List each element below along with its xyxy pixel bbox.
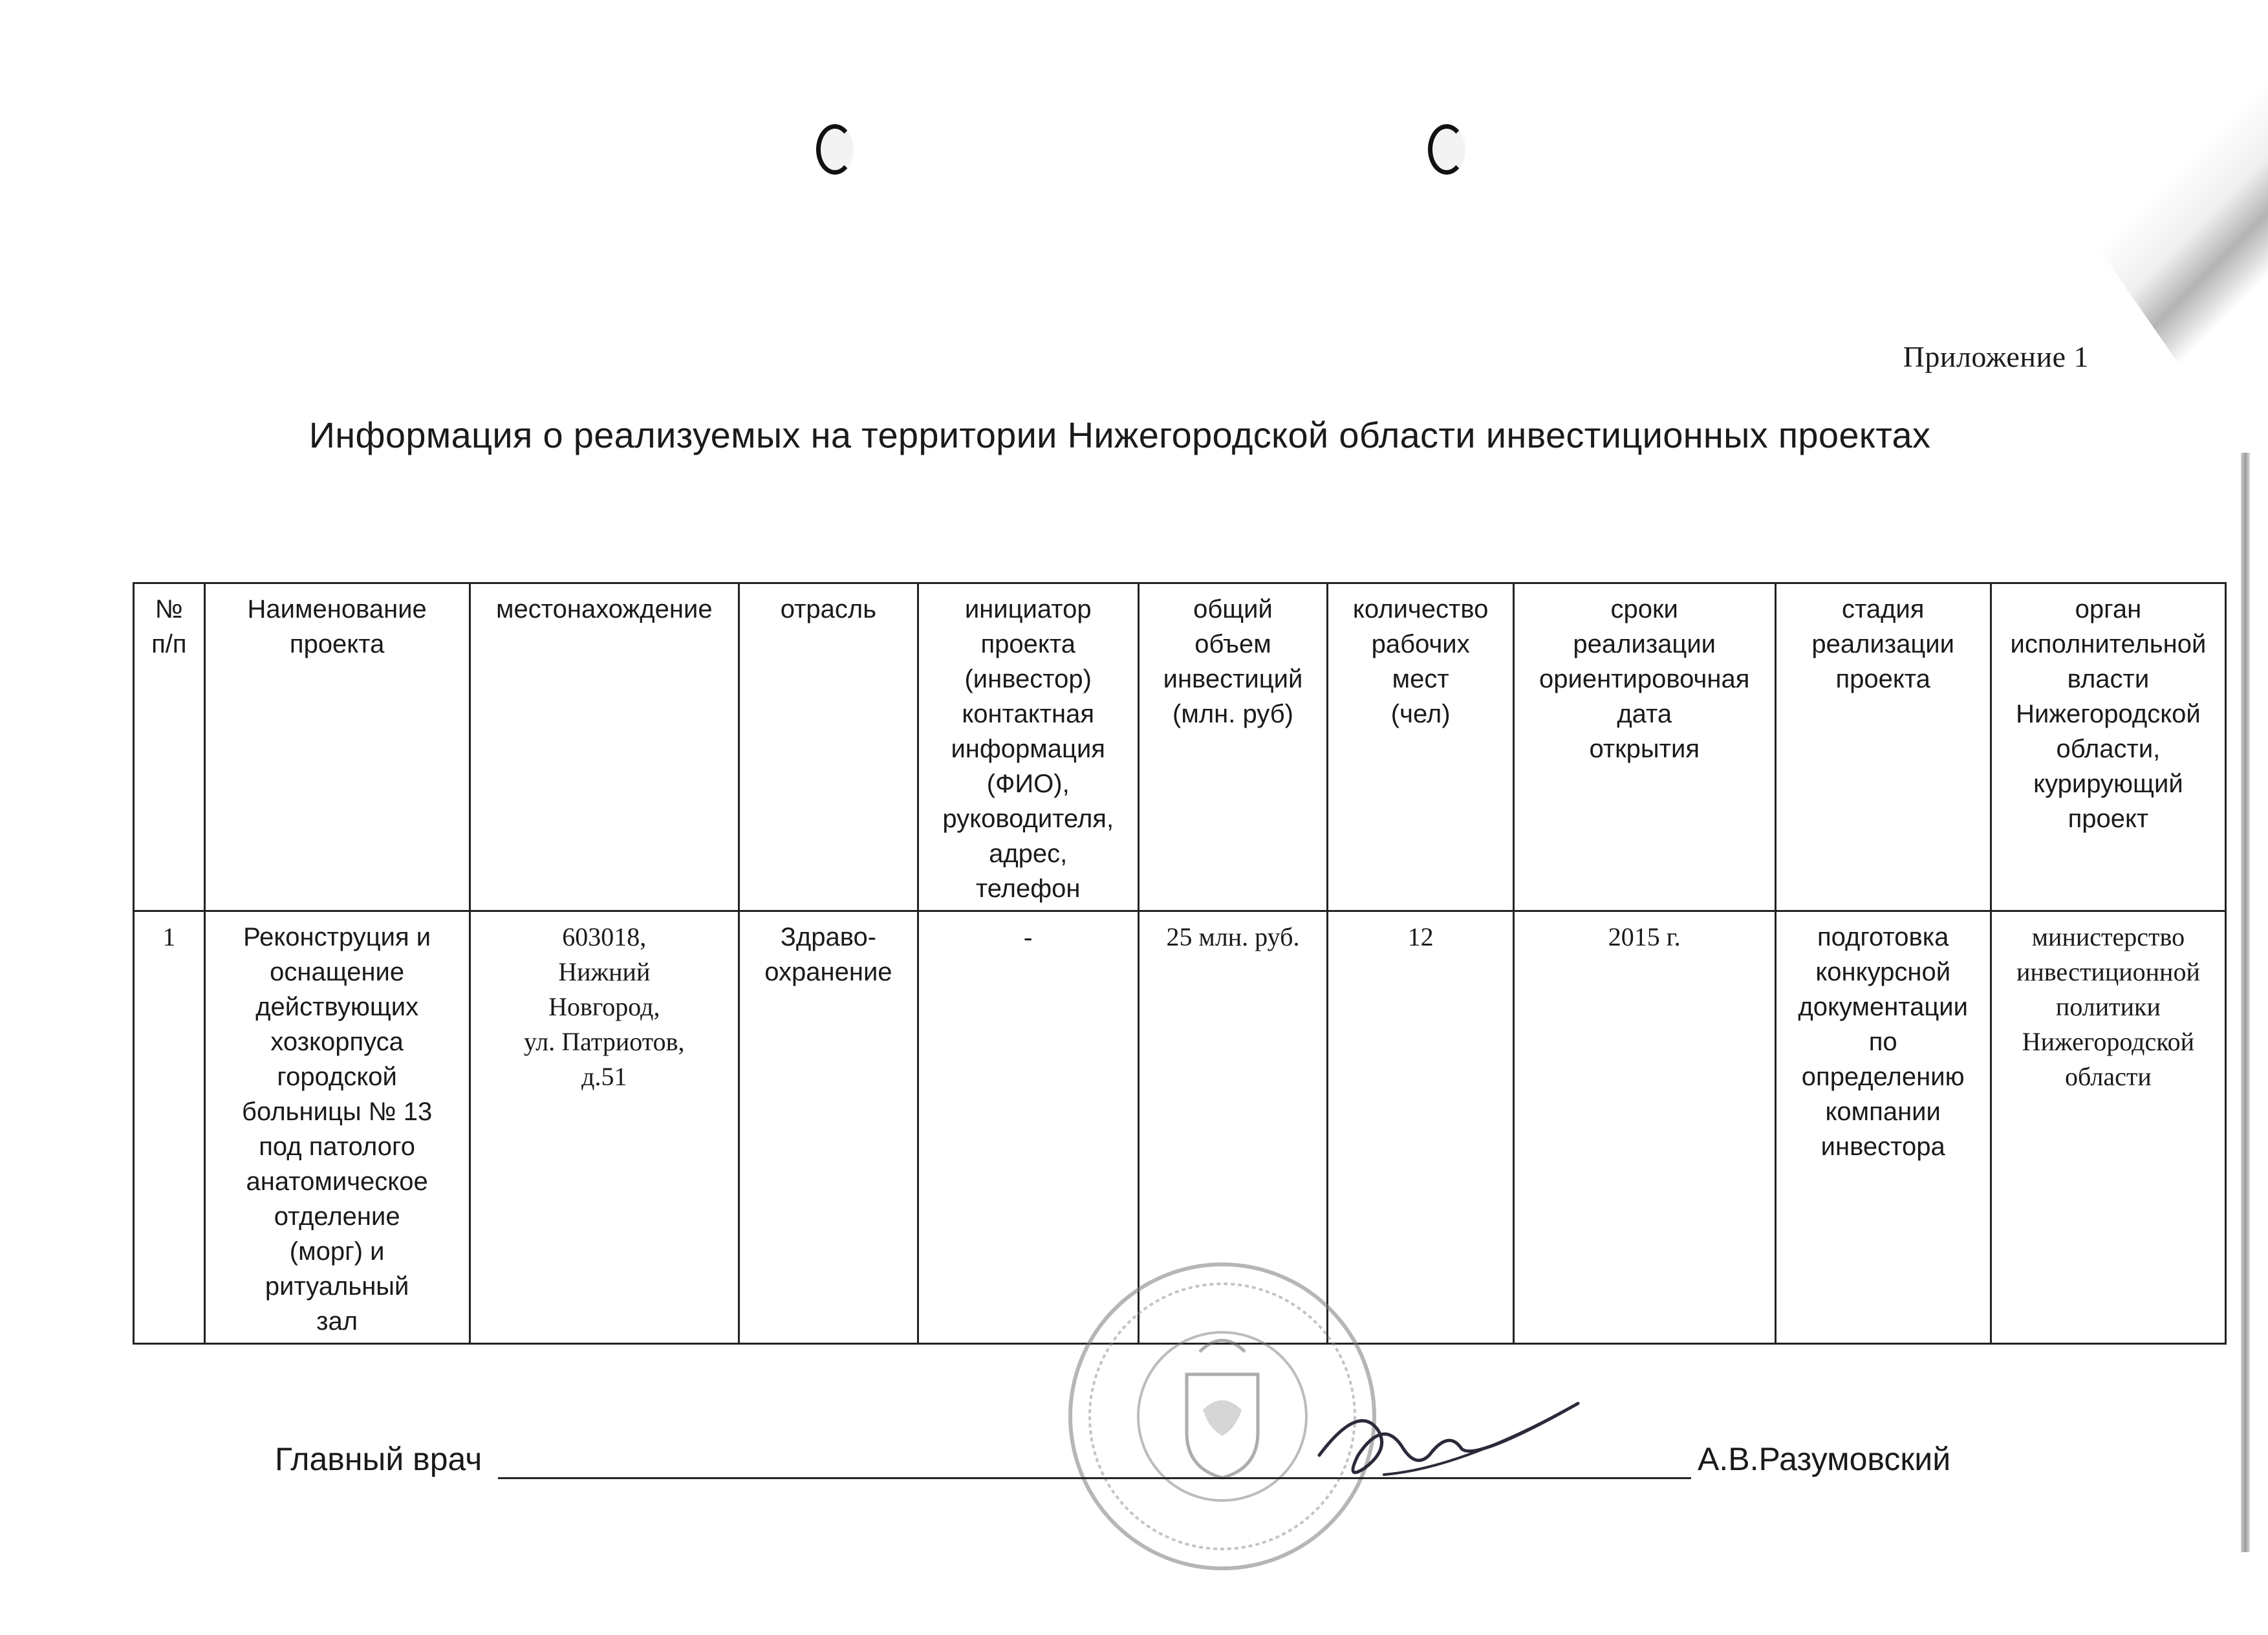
cell-jobs: 12: [1328, 911, 1514, 1344]
cell-initiator: -: [918, 911, 1138, 1344]
cell-investment-volume: 25 млн. руб.: [1138, 911, 1328, 1344]
header-number: № п/п: [134, 583, 205, 911]
cell-timeline: 2015 г.: [1513, 911, 1775, 1344]
header-authority: орган исполнительной власти Нижегородской области, курирующий проект: [1991, 583, 2225, 911]
cell-authority: министерство инвестиционной политики Нижегородской области: [1991, 911, 2225, 1344]
punch-hole-icon: [816, 124, 854, 175]
header-investment-volume: общий объем инвестиций (млн. руб): [1138, 583, 1328, 911]
header-project-name: Наименование проекта: [204, 583, 470, 911]
signatory-name: А.В.Разумовский: [1698, 1441, 1951, 1477]
signatory-position: Главный врач: [275, 1441, 482, 1477]
cell-industry: Здраво- охранение: [739, 911, 918, 1344]
header-location: местонахождение: [470, 583, 739, 911]
cell-project-name: Реконструция и оснащение действующих хозкорпуса городской больницы № 13 под патолого анатомическое отделение (морг) и ритуальный зал: [204, 911, 470, 1344]
cell-number: 1: [134, 911, 205, 1344]
document-title: Информация о реализуемых на территории Нижегородской области инвестиционных проектах: [308, 415, 1931, 455]
header-stage: стадия реализации проекта: [1775, 583, 1991, 911]
handwritten-signature-icon: [1293, 1378, 1591, 1507]
signature-line: [498, 1477, 1691, 1479]
projects-table: [133, 582, 2227, 1345]
appendix-label: Приложение 1: [1903, 340, 2089, 373]
header-timeline: сроки реализации ориентировочная дата открытия: [1513, 583, 1775, 911]
header-jobs: количество рабочих мест (чел): [1328, 583, 1514, 911]
page-edge-shadow: [2241, 453, 2250, 1552]
cell-location: 603018, Нижний Новгород, ул. Патриотов, д.51: [470, 911, 739, 1344]
punch-hole-icon: [1428, 124, 1465, 175]
header-initiator: инициатор проекта (инвестор) контактная информация (ФИО), руководителя, адрес, телефон: [918, 583, 1138, 911]
cell-stage: подготовка конкурсной документации по определению компании инвестора: [1775, 911, 1991, 1344]
header-industry: отрасль: [739, 583, 918, 911]
table-header-row: [134, 583, 2226, 911]
